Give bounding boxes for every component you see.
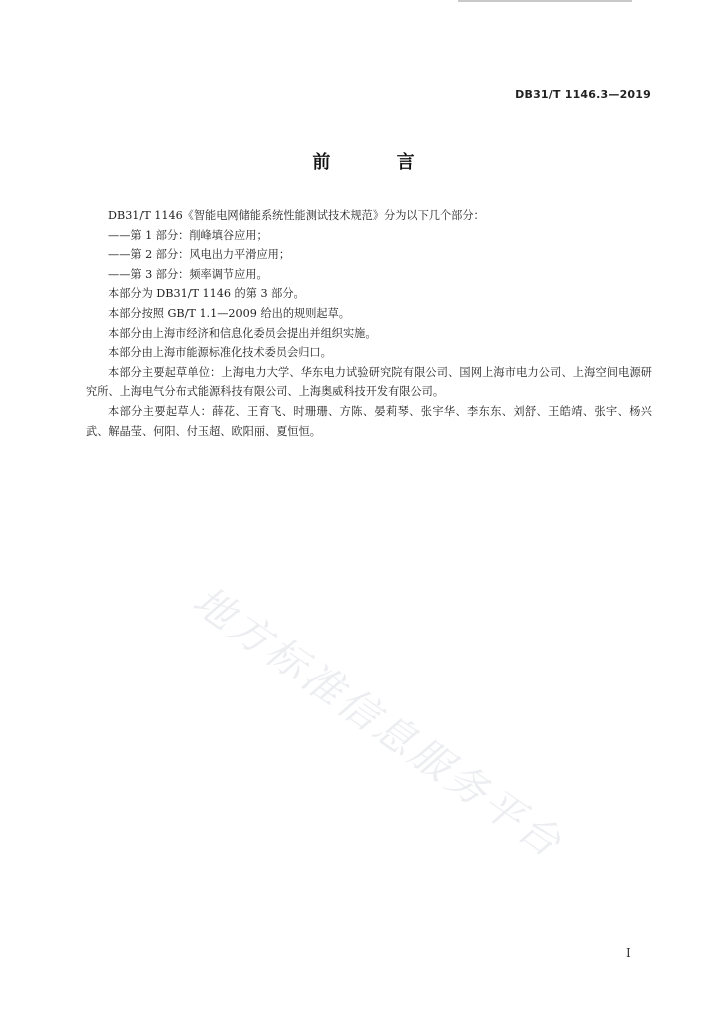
top-rule (458, 0, 632, 2)
foreword-body (86, 206, 652, 441)
list-item-part-3: ——第 3 部分：频率调节应用。 (108, 267, 268, 281)
paragraph-drafters: 本部分主要起草人：薛花、王育飞、时珊珊、方陈、晏莉琴、张宇华、李东东、刘舒、王皓靖、张宇、杨兴武、解晶莹、何阳、付玉超、欧阳丽、夏恒恒。 (86, 404, 652, 438)
page-number: I (626, 946, 631, 960)
page-title: 前 言 (312, 152, 445, 173)
paragraph-part-statement: 本部分为 DB31/T 1146 的第 3 部分。 (108, 287, 305, 301)
list-item-part-2: ——第 2 部分：风电出力平滑应用； (108, 248, 291, 262)
paragraph-proposer: 本部分由上海市经济和信息化委员会提出并组织实施。 (108, 326, 377, 340)
paragraph-drafting-units: 本部分主要起草单位：上海电力大学、华东电力试验研究院有限公司、国网上海市电力公司、上海空间电源研究所、上海电气分布式能源科技有限公司、上海奥威科技开发有限公司。 (86, 365, 652, 399)
list-item-part-1: ——第 1 部分：削峰填谷应用； (108, 228, 268, 242)
paragraph-drafting-rules: 本部分按照 GB/T 1.1—2009 给出的规则起草。 (108, 306, 350, 320)
paragraph-centralized: 本部分由上海市能源标准化技术委员会归口。 (108, 346, 332, 360)
paragraph-intro: DB31/T 1146《智能电网储能系统性能测试技术规范》分为以下几个部分： (108, 209, 485, 222)
watermark-text: 地方标准信息服务平台 (184, 577, 572, 868)
document-code: DB31/T 1146.3—2019 (515, 88, 651, 101)
